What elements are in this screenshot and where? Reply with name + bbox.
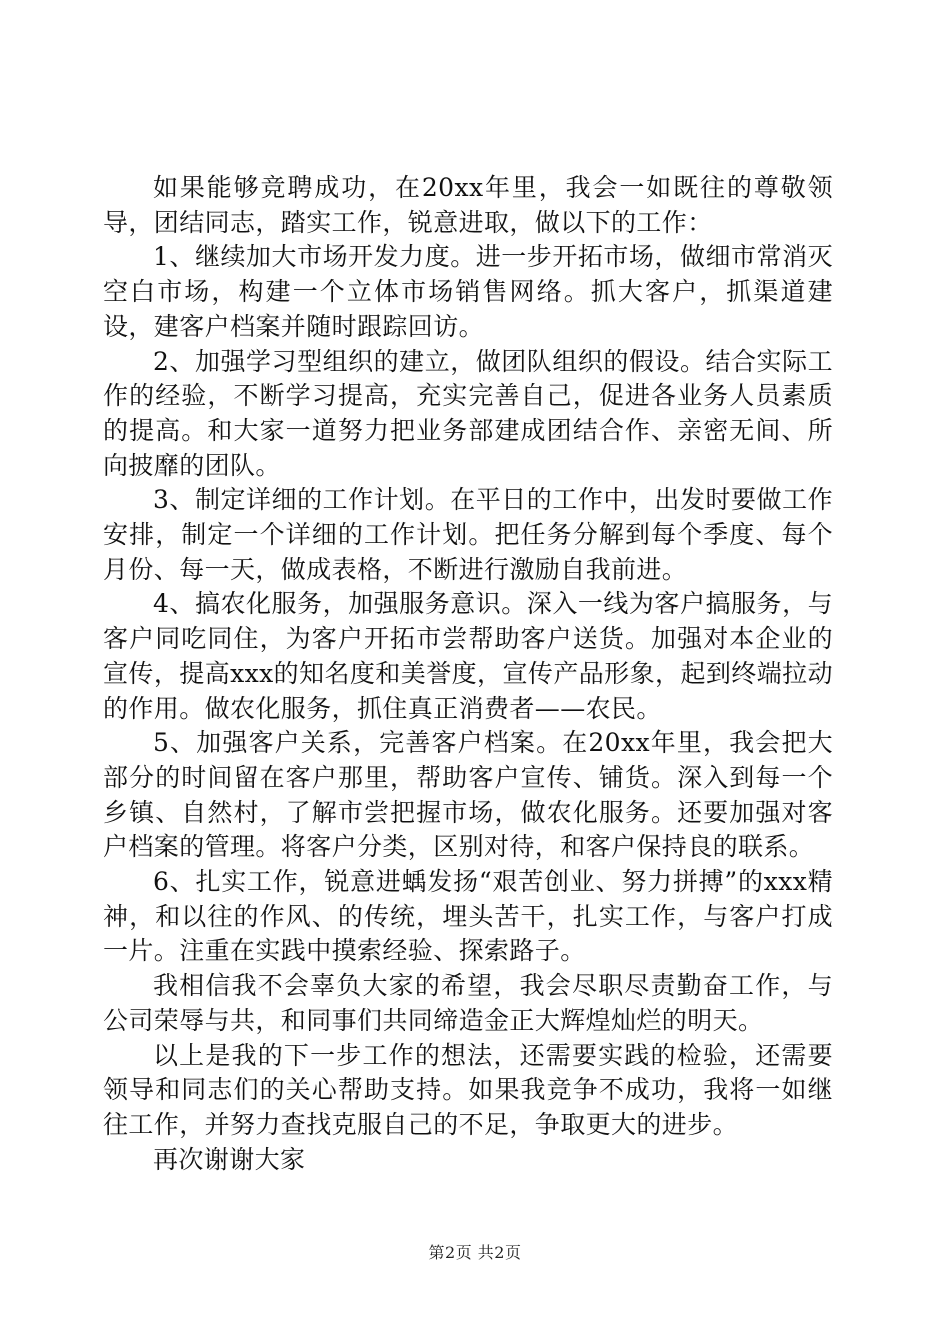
page-number-footer: 第2页 共2页 — [428, 1243, 522, 1262]
paragraph-intro: 如果能够竞聘成功，在20xx年里，我会一如既往的尊敬领导，团结同志，踏实工作，锐意进取，做以下的工作： — [103, 173, 833, 237]
paragraph-item-5: 5、加强客户关系，完善客户档案。在20xx年里，我会把大部分的时间留在客户那里，帮助客户宣传、铺货。深入到每一个乡镇、自然村，了解市尝把握市场，做农化服务。还要加强对客户档案的管理。将客户分类，区别对待，和客户保持良的联系。 — [103, 728, 833, 862]
paragraph-conclusion: 以上是我的下一步工作的想法，还需要实践的检验，还需要领导和同志们的关心帮助支持。如果我竞争不成功，我将一如继往工作，并努力查找克服自己的不足，争取更大的进步。 — [103, 1040, 833, 1139]
paragraph-commitment: 我相信我不会辜负大家的希望，我会尽职尽责勤奋工作，与公司荣辱与共，和同事们共同缔造金正大辉煌灿烂的明天。 — [103, 971, 833, 1035]
paragraph-item-3: 3、制定详细的工作计划。在平日的工作中，出发时要做工作安排，制定一个详细的工作计划。把任务分解到每个季度、每个月份、每一天，做成表格，不断进行激励自我前进。 — [103, 485, 833, 584]
paragraph-item-6: 6、扎实工作，锐意进蝺发扬“艰苦创业、努力拼搏”的xxx精神，和以往的作风、的传统，埋头苦干，扎实工作，与客户打成一片。注重在实践中摸索经验、探索路子。 — [103, 867, 833, 966]
paragraph-item-1: 1、继续加大市场开发力度。进一步开拓市场，做细市常消灭空白市场，构建一个立体市场销售网络。抓大客户，抓渠道建设，建客户档案并随时跟踪回访。 — [103, 242, 833, 341]
paragraph-thanks: 再次谢谢大家 — [153, 1144, 306, 1174]
document-body — [103, 171, 833, 1177]
paragraph-item-2: 2、加强学习型组织的建立，做团队组织的假设。结合实际工作的经验，不断学习提高，充实完善自己，促进各业务人员素质的提高。和大家一道努力把业务部建成团结合作、亲密无间、所向披靡的团队。 — [103, 346, 833, 480]
paragraph-item-4: 4、搞农化服务，加强服务意识。深入一线为客户搞服务，与客户同吃同住，为客户开拓市尝帮助客户送货。加强对本企业的宣传，提高xxx的知名度和美誉度，宣传产品形象，起到终端拉动的作用。做农化服务，抓住真正消费者——农民。 — [103, 589, 833, 723]
